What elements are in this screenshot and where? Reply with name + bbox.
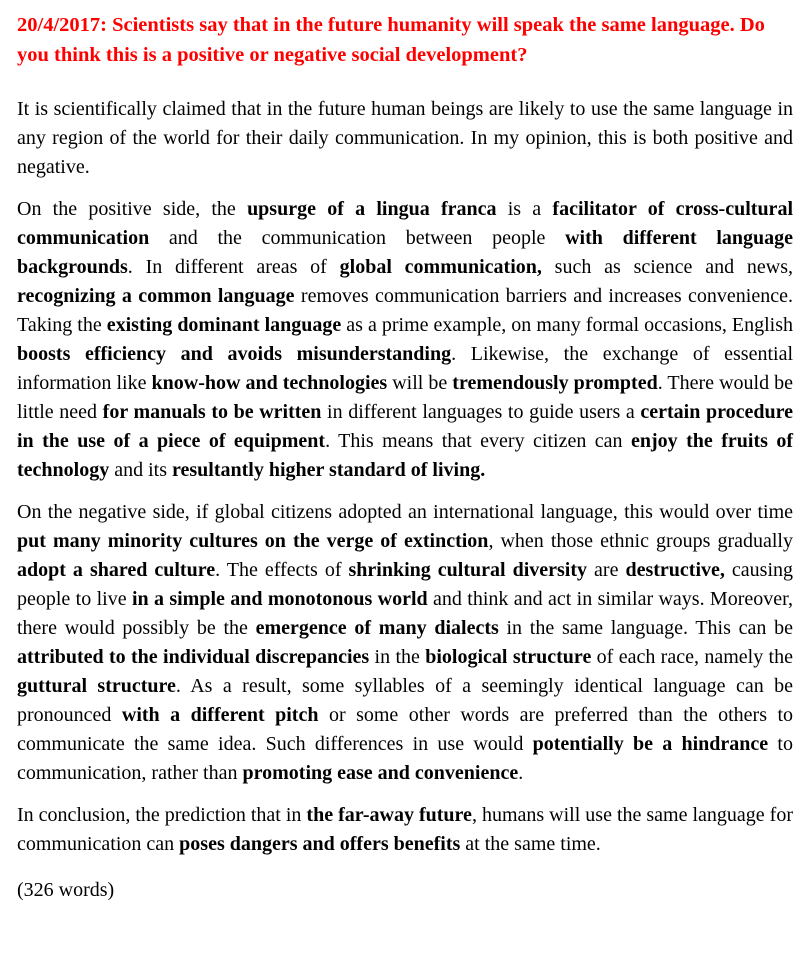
text-run: as a prime example, on many formal occasions, English bbox=[341, 314, 794, 336]
bold-text-run: existing dominant language bbox=[106, 314, 342, 336]
text-run: It is scientifically claimed that in the future human beings are likely to use the same language in any region of the world for their daily communication. In my opinion, this is both positive and negative. bbox=[17, 98, 793, 178]
text-run: such as science and news, bbox=[541, 256, 793, 278]
text-run: . This means that every citizen can bbox=[325, 430, 631, 452]
bold-text-run: upsurge of a lingua franca bbox=[247, 198, 497, 220]
bold-text-run: with different language backgrounds bbox=[17, 227, 794, 278]
text-run: On the negative side, if global citizens adopted an international language, this would over time bbox=[17, 501, 793, 523]
text-run: or some other words are preferred than the others to communicate the same idea. Such differences in use would bbox=[17, 704, 794, 755]
bold-text-run: biological structure bbox=[425, 646, 592, 668]
bold-text-run: in a simple and monotonous world bbox=[131, 588, 428, 610]
text-run: and think and act in similar ways. Moreover, there would possibly be the bbox=[17, 588, 793, 639]
text-run: and its bbox=[109, 459, 172, 481]
text-run: will be bbox=[387, 372, 453, 394]
bold-text-run: shrinking cultural diversity bbox=[348, 559, 588, 581]
bold-text-run: attributed to the individual discrepancies bbox=[17, 646, 370, 668]
text-run: in the same language. This can be bbox=[498, 617, 793, 639]
bold-text-run: facilitator of cross-cultural communication bbox=[17, 198, 793, 249]
bold-text-run: put many minority cultures on the verge of extinction bbox=[17, 530, 489, 552]
text-run: In conclusion, the prediction that in bbox=[17, 804, 307, 826]
text-run: to communication, rather than bbox=[17, 733, 793, 784]
text-run: are bbox=[587, 559, 626, 581]
text-run: . bbox=[518, 762, 524, 784]
bold-text-run: resultantly higher standard of living. bbox=[172, 459, 486, 481]
text-run: removes communication barriers and increases convenience. Taking the bbox=[17, 285, 793, 336]
text-run: in the bbox=[369, 646, 426, 668]
bold-text-run: boosts efficiency and avoids misunderstanding bbox=[17, 343, 452, 365]
bold-text-run: for manuals to be written bbox=[102, 401, 322, 423]
bold-text-run: recognizing a common language bbox=[17, 285, 295, 307]
bold-text-run: poses dangers and offers benefits bbox=[179, 833, 461, 855]
text-run: , when those ethnic groups gradually bbox=[488, 530, 793, 552]
text-run: . In different areas of bbox=[127, 256, 340, 278]
bold-text-run: with a different pitch bbox=[121, 704, 319, 726]
bold-text-run: enjoy the fruits of technology bbox=[17, 430, 794, 481]
bold-text-run: emergence of many dialects bbox=[255, 617, 499, 639]
text-run: . The effects of bbox=[215, 559, 349, 581]
text-run: causing people to live bbox=[17, 559, 793, 610]
text-run: . There would be little need bbox=[17, 372, 793, 423]
text-run: , humans will use the same language for communication can bbox=[17, 804, 793, 855]
text-run: at the same time. bbox=[460, 833, 601, 855]
essay-paragraph-negative-side bbox=[17, 498, 793, 788]
essay-paragraph-positive-side bbox=[17, 195, 793, 485]
text-run: and the communication between people bbox=[149, 227, 566, 249]
bold-text-run: guttural structure bbox=[17, 675, 176, 697]
bold-text-run: know-how and technologies bbox=[151, 372, 388, 394]
essay-title: 20/4/2017: Scientists say that in the future humanity will speak the same language. Do you think this is a positive or negative social development? bbox=[17, 14, 765, 66]
essay-paragraph-conclusion bbox=[17, 801, 793, 859]
text-run: in different languages to guide users a bbox=[321, 401, 641, 423]
text-run: On the positive side, the bbox=[17, 198, 248, 220]
text-run: . As a result, some syllables of a seemingly identical language can be pronounced bbox=[17, 675, 794, 726]
bold-text-run: tremendously prompted bbox=[452, 372, 658, 394]
bold-text-run: certain procedure in the use of a piece of equipment bbox=[17, 401, 793, 452]
essay-paragraph-introduction bbox=[17, 95, 793, 182]
text-run: . Likewise, the exchange of essential information like bbox=[17, 343, 793, 394]
bold-text-run: destructive, bbox=[625, 559, 725, 581]
text-run: is a bbox=[496, 198, 553, 220]
text-run: of each race, namely the bbox=[591, 646, 793, 668]
bold-text-run: adopt a shared culture bbox=[17, 559, 216, 581]
bold-text-run: potentially be a hindrance bbox=[532, 733, 769, 755]
bold-text-run: global communication, bbox=[339, 256, 542, 278]
bold-text-run: promoting ease and convenience bbox=[242, 762, 519, 784]
bold-text-run: the far-away future bbox=[306, 804, 472, 826]
word-count: (326 words) bbox=[17, 879, 115, 901]
